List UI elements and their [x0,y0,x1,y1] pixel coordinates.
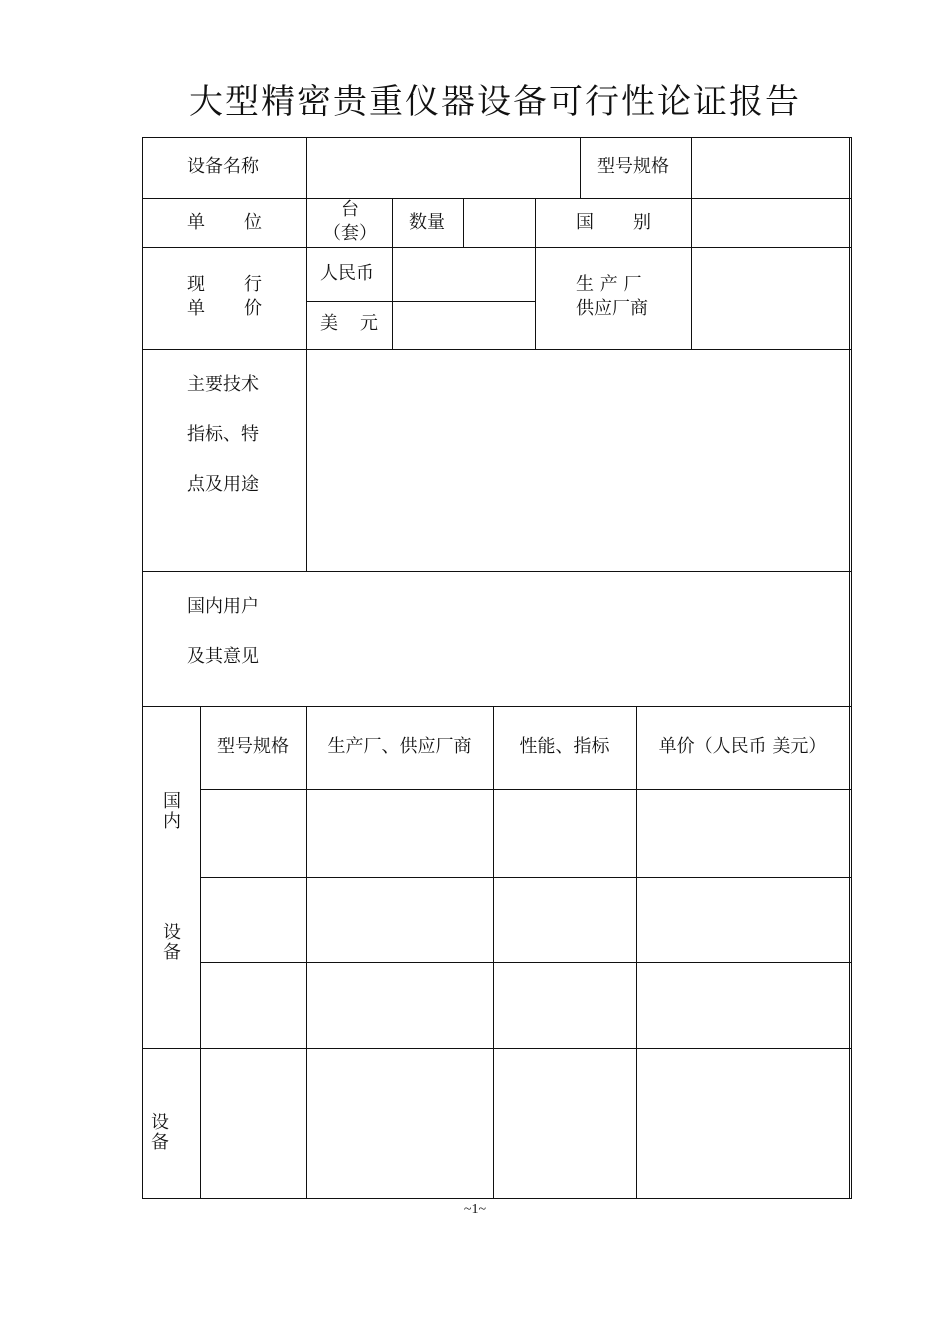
col-line-cmp-1 [200,706,201,1199]
users-label-line1: 国内用户 [187,596,259,617]
cmp-header-performance: 性能、指标 [519,736,610,757]
domestic-label-a: 国内 [163,791,181,832]
border-right-double [851,137,852,1199]
specs-label-line1: 主要技术 [187,374,259,395]
row-line-price-split [306,301,535,302]
usd-price-field[interactable] [394,303,534,348]
current-label-a: 现 [187,274,205,295]
row-line-7 [200,877,851,878]
unitprice-label-a: 单 [187,298,205,319]
row-line-9 [142,1048,851,1049]
col-line-qty [463,198,464,247]
model-spec-label: 型号规格 [597,156,669,177]
equipment-name-field[interactable] [308,139,578,197]
manufacturer-label-b: 供应厂商 [576,298,648,319]
specs-label-line3: 点及用途 [187,474,259,495]
cmp-header-manufacturer: 生产厂、供应厂商 [327,736,472,757]
unit-label-b: 位 [244,212,262,233]
current-label-b: 行 [244,274,262,295]
border-top [142,137,851,138]
col-line-cmp-3 [493,706,494,1199]
equipment-name-label: 设备名称 [187,156,259,177]
rmb-price-field[interactable] [394,249,534,300]
unit-value-a: 台 [341,199,359,220]
model-spec-field[interactable] [693,139,847,197]
col-line-country [535,198,536,349]
report-form [142,137,851,1199]
manufacturer-field[interactable] [693,249,847,348]
col-line-model [580,137,581,198]
users-field[interactable] [308,573,847,705]
country-label-a: 国 [576,212,594,233]
country-field[interactable] [693,200,847,246]
border-left [142,137,143,1199]
col-line-cmp-2 [306,706,307,1199]
quantity-field[interactable] [465,200,533,246]
unit-label-a: 单 [187,212,205,233]
row-line-3 [142,349,851,350]
col-line-cmp-4 [636,706,637,1199]
users-label-line2: 及其意见 [187,646,259,667]
unitprice-label-b: 价 [244,298,262,319]
manufacturer-label-a: 生 产 厂 [576,274,642,295]
foreign-label: 设备 [151,1112,169,1153]
row-line-2 [142,247,851,248]
quantity-label: 数量 [409,212,445,233]
col-line-right [691,137,692,349]
usd-label-b: 元 [360,313,378,334]
unit-value-b: （套） [323,223,377,244]
border-right [849,137,850,1199]
border-bottom [142,1198,851,1199]
col-line-label [306,137,307,571]
col-line-unit [392,198,393,349]
rmb-label: 人民币 [320,263,374,284]
row-line-6 [200,789,851,790]
country-label-b: 别 [633,212,651,233]
row-line-1 [142,198,851,199]
cmp-header-model: 型号规格 [217,736,289,757]
row-line-8 [200,962,851,963]
page-number: ~1~ [463,1202,487,1217]
row-line-5 [142,706,851,707]
document-title: 大型精密贵重仪器设备可行性论证报告 [189,82,801,122]
domestic-label-b: 设备 [163,922,181,963]
row-line-4 [142,571,851,572]
usd-label-a: 美 [320,313,338,334]
specs-field[interactable] [308,351,847,570]
cmp-header-price: 单价（人民币 美元） [658,736,827,757]
specs-label-line2: 指标、特 [187,424,259,445]
